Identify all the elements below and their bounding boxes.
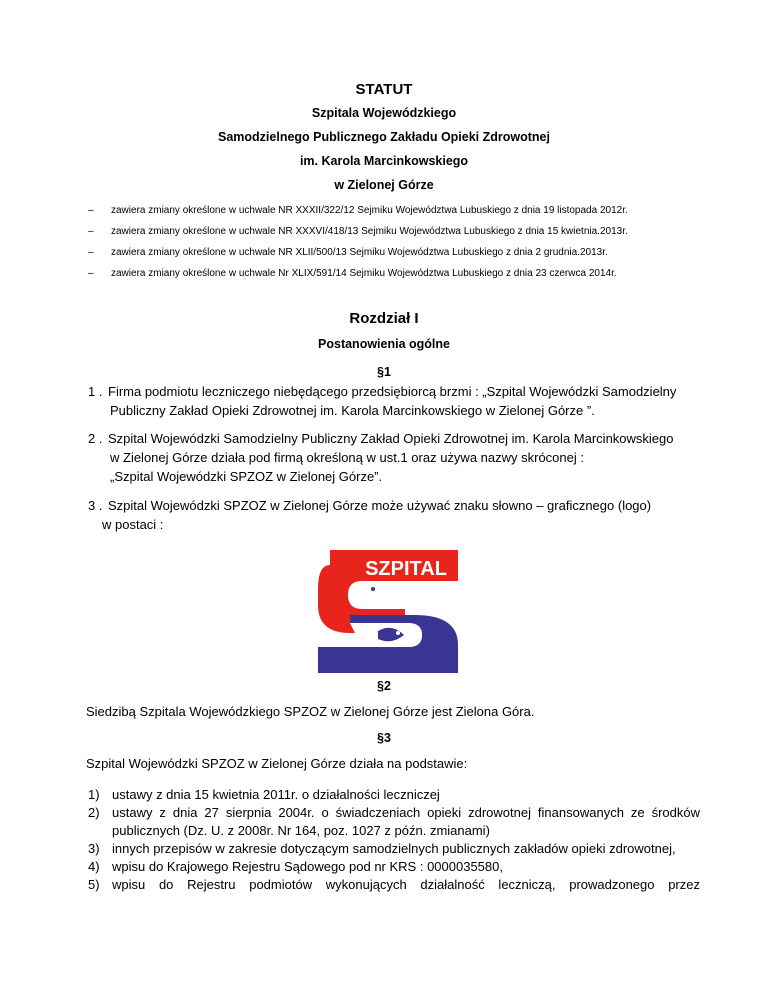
amendment-text: zawiera zmiany określone w uchwale NR XLII/500/13 Sejmiku Województwa Lubuskiego z dnia 2 grudnia.2013r. xyxy=(111,247,608,258)
list-text: wpisu do Rejestru podmiotów wykonujących działalność leczniczą, prowadzonego przez xyxy=(112,877,700,892)
list-text: ustawy z dnia 27 sierpnia 2004r. o świadczeniach opieki zdrowotnej finansowanych ze środków xyxy=(112,805,700,820)
item-text-line: Publiczny Zakład Opieki Zdrowotnej im. Karola Marcinkowskiego w Zielonej Górze ”. xyxy=(110,403,595,418)
document-title: STATUT xyxy=(355,81,413,98)
title-line-4: w Zielonej Górze xyxy=(334,178,434,192)
title-line-3: im. Karola Marcinkowskiego xyxy=(299,154,469,168)
item-text-line: Szpital Wojewódzki SPZOZ w Zielonej Górze może używać znaku słowno – graficznego (logo) xyxy=(108,498,652,513)
paragraph-heading-1: §1 xyxy=(377,365,391,379)
list-item xyxy=(88,876,700,894)
list-item xyxy=(88,786,700,804)
item-number: 3 . xyxy=(88,498,103,513)
item-text-line: „Szpital Wojewódzki SPZOZ w Zielonej Górze”. xyxy=(110,469,383,484)
amendment-dash: – xyxy=(88,247,94,258)
amendment-item xyxy=(88,247,708,261)
amendment-item xyxy=(88,226,708,240)
amendment-dash: – xyxy=(88,205,94,216)
s3-intro: Szpital Wojewódzki SPZOZ w Zielonej Górze działa na podstawie: xyxy=(86,756,468,771)
logo-eye-dot xyxy=(396,631,400,635)
amendment-dash: – xyxy=(88,226,94,237)
chapter-subtitle: Postanowienia ogólne xyxy=(318,337,450,351)
item-text-line: Firma podmiotu leczniczego niebędącego przedsiębiorcą brzmi : „Szpital Wojewódzki Samodzielny xyxy=(108,384,677,399)
list-text: ustawy z dnia 15 kwietnia 2011r. o działalności leczniczej xyxy=(112,787,440,802)
s3-list xyxy=(88,786,700,894)
item-number: 2 . xyxy=(88,431,103,446)
item-number: 1 . xyxy=(88,384,103,399)
szpital-logo xyxy=(310,545,460,675)
amendment-text: zawiera zmiany określone w uchwale NR XXXVI/418/13 Sejmiku Województwa Lubuskiego z dnia 15 kwietnia.2013r. xyxy=(111,226,628,237)
amendment-item xyxy=(88,205,708,219)
logo-eye-dot xyxy=(371,587,375,591)
list-text: innych przepisów w zakresie dotyczącym samodzielnych publicznych zakładów opieki zdrowotnej, xyxy=(112,841,676,856)
item-text-line: w postaci : xyxy=(102,517,164,532)
logo-text: SZPITAL xyxy=(365,558,447,580)
item-text-line: w Zielonej Górze działa pod firmą określoną w ust.1 oraz używa nazwy skróconej : xyxy=(110,450,584,465)
title-line-2: Samodzielnego Publicznego Zakładu Opieki Zdrowotnej xyxy=(218,130,550,144)
amendment-text: zawiera zmiany określone w uchwale NR XXXII/322/12 Sejmiku Województwa Lubuskiego z dnia 19 listopada 2012r. xyxy=(111,205,628,216)
item-text-line: Szpital Wojewódzki Samodzielny Publiczny Zakład Opieki Zdrowotnej im. Karola Marcinkowskiego xyxy=(108,431,674,446)
list-number: 4) xyxy=(88,859,100,874)
title-line-1: Szpitala Wojewódzkiego xyxy=(311,106,457,120)
logo-red-hook xyxy=(365,584,395,599)
paragraph-heading-2: §2 xyxy=(377,679,391,693)
amendment-text: zawiera zmiany określone w uchwale Nr XLIX/591/14 Sejmiku Województwa Lubuskiego z dnia 23 czerwca 2014r. xyxy=(111,268,617,279)
amendment-dash: – xyxy=(88,268,94,279)
list-number: 1) xyxy=(88,787,100,802)
list-item xyxy=(88,804,700,822)
amendment-item xyxy=(88,268,708,282)
chapter-title: Rozdział I xyxy=(349,310,419,327)
list-item-continuation xyxy=(88,822,700,840)
list-item xyxy=(88,858,700,876)
list-text: wpisu do Krajowego Rejestru Sądowego pod nr KRS : 0000035580, xyxy=(112,859,503,874)
s2-text: Siedzibą Szpitala Wojewódzkiego SPZOZ w Zielonej Górze jest Zielona Góra. xyxy=(86,704,535,719)
list-number: 5) xyxy=(88,877,100,892)
list-number: 2) xyxy=(88,805,100,820)
list-number: 3) xyxy=(88,841,100,856)
paragraph-heading-3: §3 xyxy=(377,731,391,745)
list-item xyxy=(88,840,700,858)
list-text: publicznych (Dz. U. z 2008r. Nr 164, poz. 1027 z późn. zmianami) xyxy=(112,823,490,838)
